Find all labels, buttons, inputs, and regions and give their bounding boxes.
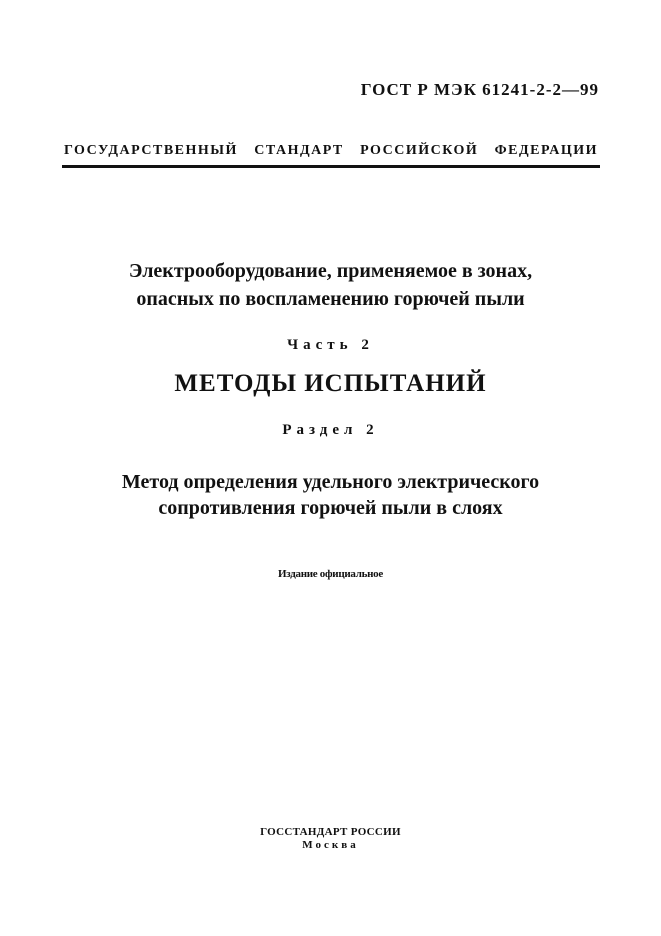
section-title-line-1: Метод определения удельного электрического bbox=[121, 471, 540, 493]
state-standard-header bbox=[64, 143, 598, 159]
section-title-line-2: сопротивления горючей пыли в слоях bbox=[158, 497, 503, 519]
title-line-1: Электрооборудование, применяемое в зонах, bbox=[128, 260, 533, 282]
section-title bbox=[0, 469, 661, 521]
publication-city: Москва bbox=[302, 839, 359, 851]
header-rule bbox=[62, 165, 600, 168]
part-title: МЕТОДЫ ИСПЫТАНИЙ bbox=[174, 370, 487, 397]
header-word-3: РОССИЙСКОЙ bbox=[360, 143, 479, 158]
document-title bbox=[0, 257, 661, 313]
standard-code: ГОСТ Р МЭК 61241-2-2—99 bbox=[360, 80, 599, 99]
title-line-2: опасных по воспламенению горючей пыли bbox=[136, 288, 525, 310]
section-label: Раздел 2 bbox=[282, 422, 379, 438]
publisher: ГОССТАНДАРТ РОССИИ bbox=[260, 826, 401, 838]
header-word-4: ФЕДЕРАЦИИ bbox=[494, 143, 598, 158]
part-label: Часть 2 bbox=[287, 337, 374, 353]
header-word-2: СТАНДАРТ bbox=[254, 143, 344, 158]
edition-note: Издание официальное bbox=[278, 568, 383, 580]
header-word-1: ГОСУДАРСТВЕННЫЙ bbox=[64, 143, 238, 158]
